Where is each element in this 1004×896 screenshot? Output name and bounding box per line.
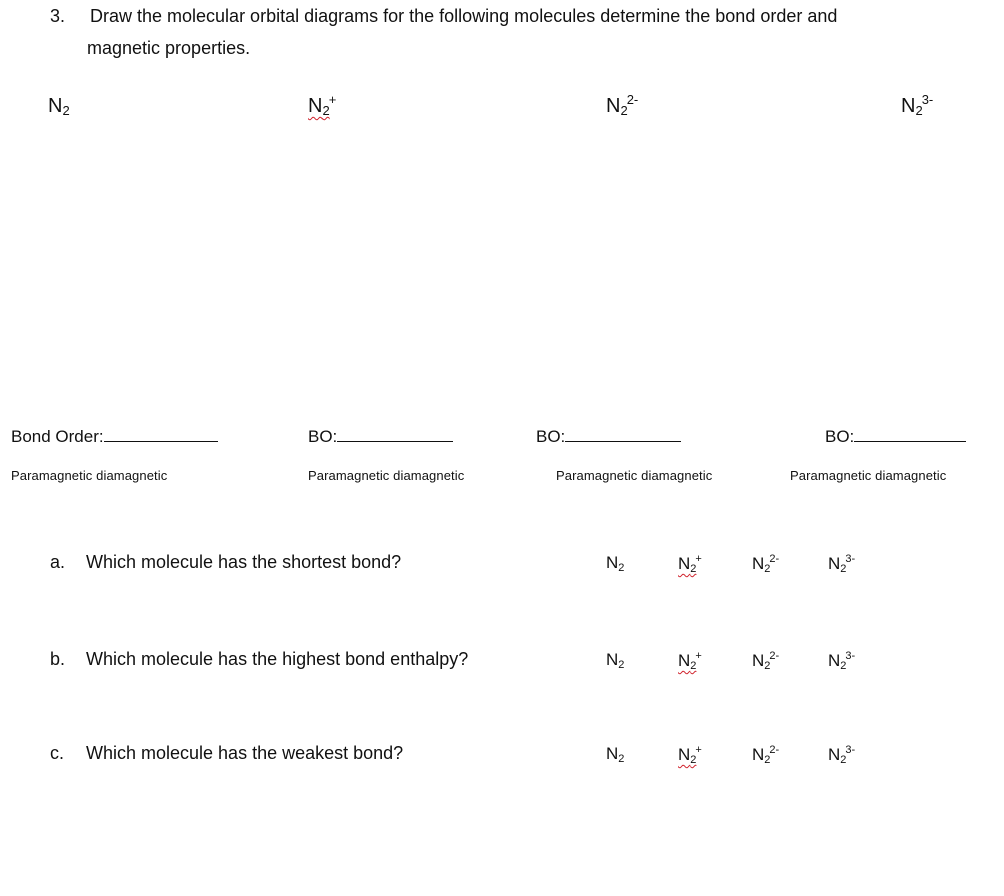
option-a-n2-plus[interactable]: $N_2^+$ — [678, 553, 702, 575]
question-number: 3. — [50, 6, 66, 26]
subquestion-a: a. Which molecule has the shortest bond? — [50, 552, 402, 572]
bond-order-blank-1[interactable] — [104, 425, 218, 442]
option-c-n2-3minus[interactable]: $N_2^{3-}$ — [828, 744, 856, 766]
bond-order-field-2: BO: — [308, 425, 453, 447]
magnetic-label-4: Paramagnetic diamagnetic — [790, 468, 947, 483]
bond-order-field-3: BO: — [536, 425, 681, 447]
molecule-n2-plus: $N_2^+$ — [308, 92, 337, 118]
option-b-n2-2minus[interactable]: $N_2^{2-}$ — [752, 650, 780, 672]
bond-order-blank-3[interactable] — [565, 425, 681, 442]
molecule-n2: $N_2$ — [48, 95, 70, 118]
option-b-n2-plus[interactable]: $N_2^+$ — [678, 650, 702, 672]
magnetic-label-1: Paramagnetic diamagnetic — [11, 468, 168, 483]
option-a-n2-3minus[interactable]: $N_2^{3-}$ — [828, 553, 856, 575]
option-c-n2[interactable]: $N_2$ — [606, 744, 625, 765]
option-c-n2-plus[interactable]: $N_2^+$ — [678, 744, 702, 766]
magnetic-label-3: Paramagnetic diamagnetic — [556, 468, 713, 483]
question-text-line1: Draw the molecular orbital diagrams for the following molecules determine the bond order and — [90, 6, 838, 26]
option-b-n2[interactable]: $N_2$ — [606, 650, 625, 671]
bond-order-field-1: Bond Order: — [11, 425, 218, 447]
option-a-n2[interactable]: $N_2$ — [606, 553, 625, 574]
bond-order-blank-2[interactable] — [337, 425, 453, 442]
magnetic-label-2: Paramagnetic diamagnetic — [308, 468, 465, 483]
molecule-n2-2minus: $N_2^{2-}$ — [606, 92, 639, 118]
bond-order-field-4: BO: — [825, 425, 966, 447]
molecule-n2-3minus: $N_2^{3-}$ — [901, 92, 934, 118]
subquestion-c: c. Which molecule has the weakest bond? — [50, 743, 404, 763]
subquestion-b: b. Which molecule has the highest bond enthalpy? — [50, 649, 469, 669]
option-c-n2-2minus[interactable]: $N_2^{2-}$ — [752, 744, 780, 766]
bond-order-blank-4[interactable] — [854, 425, 966, 442]
option-a-n2-2minus[interactable]: $N_2^{2-}$ — [752, 553, 780, 575]
option-b-n2-3minus[interactable]: $N_2^{3-}$ — [828, 650, 856, 672]
question-text-line2: magnetic properties. — [87, 38, 251, 58]
